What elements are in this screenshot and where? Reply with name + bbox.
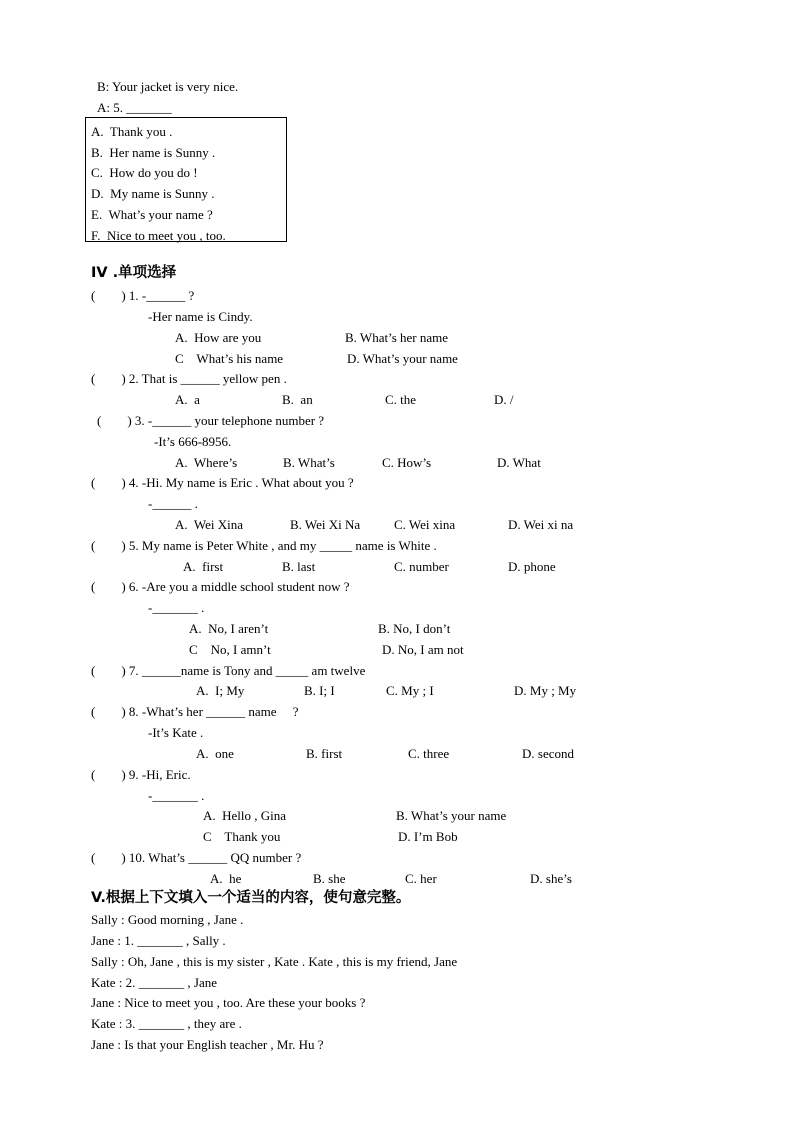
choice-a: A. Wei Xina (175, 517, 244, 532)
choice-d: D. Wei xi na (508, 517, 574, 532)
choice-c: C. three (408, 746, 450, 761)
choice-a: A. How are you (175, 330, 262, 345)
question-line: ( ) 3. -______ your telephone number ? (97, 413, 325, 428)
choice-b: B. What’s your name (396, 808, 507, 823)
question-response: -______ . (148, 496, 198, 511)
question-line: ( ) 2. That is ______ yellow pen . (91, 371, 287, 386)
question-line: ( ) 6. -Are you a middle school student now ? (91, 579, 350, 594)
choice-b: B. No, I don’t (378, 621, 451, 636)
section-title: IV .单项选择 (91, 265, 177, 281)
choice-b: B. What’s (283, 455, 335, 470)
choice-b: B. first (306, 746, 343, 761)
dialogue-line: Jane : Is that your English teacher , Mr. Hu ? (91, 1037, 324, 1052)
choice-d: D. My ; My (514, 683, 577, 698)
dialogue-line: Jane : 1. _______ , Sally . (91, 933, 226, 948)
dialogue-line: Jane : Nice to meet you , too. Are these your books ? (91, 995, 366, 1010)
choice-b: B. What’s her name (345, 330, 449, 345)
question-response: -_______ . (148, 788, 205, 803)
choice-a: A. Where’s (175, 455, 238, 470)
option-item: E. What’s your name ? (91, 207, 213, 222)
dialogue-line: Kate : 3. _______ , they are . (91, 1016, 242, 1031)
choice-d: D. / (494, 392, 514, 407)
choice-b: B. I; I (304, 683, 335, 698)
option-item: D. My name is Sunny . (91, 186, 215, 201)
choice-d: D. What’s your name (347, 351, 458, 366)
choice-d: D. she’s (530, 871, 572, 886)
question-line: ( ) 7. ______name is Tony and _____ am twelve (91, 663, 366, 678)
option-item: B. Her name is Sunny . (91, 145, 216, 160)
choice-b: B. an (282, 392, 313, 407)
choice-c: C No, I amn’t (189, 642, 271, 657)
question-line: ( ) 10. What’s ______ QQ number ? (91, 850, 302, 865)
option-item: C. How do you do ! (91, 165, 198, 180)
choice-c: C. her (405, 871, 437, 886)
choice-b: B. she (313, 871, 346, 886)
choice-a: A. No, I aren’t (189, 621, 269, 636)
choice-d: D. I’m Bob (398, 829, 458, 844)
choice-c: C. How’s (382, 455, 432, 470)
dialogue-line: Kate : 2. _______ , Jane (91, 975, 218, 990)
choice-b: B. last (282, 559, 316, 574)
choice-d: D. second (522, 746, 574, 761)
question-line: ( ) 1. -______ ? (91, 288, 195, 303)
choice-a: A. one (196, 746, 234, 761)
choice-a: A. a (175, 392, 200, 407)
choice-c: C. the (385, 392, 417, 407)
question-line: ( ) 4. -Hi. My name is Eric . What about you ? (91, 475, 354, 490)
choice-d: D. phone (508, 559, 556, 574)
choice-a: A. Hello , Gina (203, 808, 287, 823)
choice-c: C. number (394, 559, 449, 574)
question-response: -_______ . (148, 600, 205, 615)
question-response: -Her name is Cindy. (148, 309, 253, 324)
choice-d: D. No, I am not (382, 642, 464, 657)
choice-d: D. What (497, 455, 541, 470)
choice-c: C. Wei xina (394, 517, 456, 532)
dialogue-line: B: Your jacket is very nice. (97, 79, 239, 94)
section-title: V.根据上下文填入一个适当的内容，使句意完整。 (91, 890, 411, 906)
question-response: -It’s Kate . (148, 725, 204, 740)
question-line: ( ) 9. -Hi, Eric. (91, 767, 191, 782)
dialogue-line: Sally : Good morning , Jane . (91, 912, 244, 927)
option-item: F. Nice to meet you , too. (91, 228, 226, 243)
choice-a: A. I; My (196, 683, 245, 698)
choice-a: A. first (183, 559, 224, 574)
question-line: ( ) 8. -What’s her ______ name ? (91, 704, 299, 719)
option-item: A. Thank you . (91, 124, 173, 139)
choice-b: B. Wei Xi Na (290, 517, 361, 532)
choice-c: C Thank you (203, 829, 281, 844)
choice-a: A. he (210, 871, 242, 886)
question-line: ( ) 5. My name is Peter White , and my _____ name is White . (91, 538, 437, 553)
dialogue-line: A: 5. _______ (97, 100, 172, 115)
choice-c: C What’s his name (175, 351, 284, 366)
question-response: -It’s 666-8956. (154, 434, 232, 449)
dialogue-line: Sally : Oh, Jane , this is my sister , Kate . Kate , this is my friend, Jane (91, 954, 458, 969)
choice-c: C. My ; I (386, 683, 434, 698)
